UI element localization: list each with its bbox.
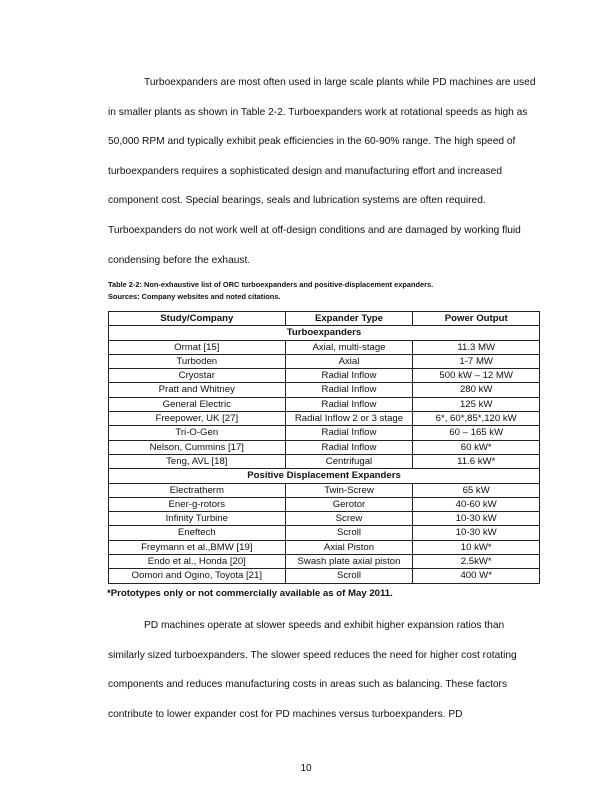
cell-power-output: 11.6 kW* [413, 454, 540, 468]
cell-study: Endo et al., Honda [20] [109, 555, 286, 569]
cell-study: Freymann et al.,BMW [19] [109, 540, 286, 554]
cell-expander-type: Radial Inflow [285, 383, 413, 397]
cell-expander-type: Scroll [285, 526, 413, 540]
header-power-output: Power Output [413, 312, 540, 326]
cell-expander-type: Twin-Screw [285, 483, 413, 497]
cell-expander-type: Axial Piston [285, 540, 413, 554]
section-row-turboexpanders [109, 326, 540, 340]
table-row [109, 540, 540, 554]
paragraph-text: PD machines operate at slower speeds and exhibit higher expansion ratios than similarly sized turboexpanders. The slower speed reduces the need for higher cost rotating components and reduces manufacturing costs in areas such as balancing. These factors contribute to lower expander cost for PD machines versus turboexpanders. PD [108, 620, 517, 720]
header-expander-type: Expander Type [285, 312, 413, 326]
cell-expander-type: Radial Inflow [285, 426, 413, 440]
cell-expander-type: Screw [285, 512, 413, 526]
cell-expander-type: Radial Inflow [285, 369, 413, 383]
cell-power-output: 500 kW – 12 MW [413, 369, 540, 383]
cell-power-output: 2.5kW* [413, 555, 540, 569]
cell-power-output: 10-30 kW [413, 526, 540, 540]
paragraph-pd-machines [108, 611, 540, 729]
cell-study: Electratherm [109, 483, 286, 497]
cell-expander-type: Radial Inflow 2 or 3 stage [285, 412, 413, 426]
paragraph-text: Turboexpanders are most often used in large scale plants while PD machines are used in smaller plants as shown in Table 2-2. Turboexpanders work at rotational speeds as high as 50,000 RPM and typically exhibit peak efficiencies in the 60-90% range. The high speed of turboexpanders requires a sophisticated design and manufacturing effort and increased component cost. Special bearings, seals and lubrication systems are often required. Turboexpanders do not work well at off-design conditions and are damaged by working fluid condensing before the exhaust. [108, 77, 536, 266]
table-footnote: *Prototypes only or not commercially available as of May 2011. [107, 588, 393, 599]
page-number: 10 [300, 763, 312, 774]
cell-power-output: 11.3 MW [413, 340, 540, 354]
table-row [109, 397, 540, 411]
cell-study: General Electric [109, 397, 286, 411]
paragraph-turboexpanders [108, 68, 540, 275]
table-row [109, 569, 540, 583]
header-study-company: Study/Company [109, 312, 286, 326]
cell-power-output: 60 kW* [413, 440, 540, 454]
cell-study: Ener-g-rotors [109, 497, 286, 511]
cell-power-output: 280 kW [413, 383, 540, 397]
table-row [109, 426, 540, 440]
cell-expander-type: Axial [285, 354, 413, 368]
cell-study: Cryostar [109, 369, 286, 383]
section-turboexpanders: Turboexpanders [109, 326, 540, 340]
table-header-row [109, 312, 540, 326]
cell-study: Nelson, Cummins [17] [109, 440, 286, 454]
caption-line-2: Sources: Company websites and noted citations. [108, 292, 281, 301]
cell-expander-type: Scroll [285, 569, 413, 583]
table-row [109, 526, 540, 540]
cell-power-output: 125 kW [413, 397, 540, 411]
cell-study: Infinity Turbine [109, 512, 286, 526]
table-row [109, 340, 540, 354]
cell-expander-type: Centrifugal [285, 454, 413, 468]
cell-study: Tri-O-Gen [109, 426, 286, 440]
cell-expander-type: Radial Inflow [285, 397, 413, 411]
table-body [109, 326, 540, 583]
table-row [109, 369, 540, 383]
table-row [109, 412, 540, 426]
cell-study: Eneftech [109, 526, 286, 540]
cell-power-output: 10-30 kW [413, 512, 540, 526]
table-caption [108, 279, 548, 303]
cell-expander-type: Axial, multi-stage [285, 340, 413, 354]
cell-expander-type: Swash plate axial piston [285, 555, 413, 569]
cell-power-output: 400 W* [413, 569, 540, 583]
cell-study: Freepower, UK [27] [109, 412, 286, 426]
section-row-positive-displacement [109, 469, 540, 483]
cell-power-output: 6*, 60*,85*,120 kW [413, 412, 540, 426]
table-row [109, 383, 540, 397]
cell-study: Turboden [109, 354, 286, 368]
cell-expander-type: Gerotor [285, 497, 413, 511]
cell-power-output: 65 kW [413, 483, 540, 497]
cell-study: Pratt and Whitney [109, 383, 286, 397]
cell-power-output: 10 kW* [413, 540, 540, 554]
expander-table [108, 311, 540, 584]
cell-study: Teng, AVL [18] [109, 454, 286, 468]
cell-power-output: 40-60 kW [413, 497, 540, 511]
table-row [109, 555, 540, 569]
section-positive-displacement: Positive Displacement Expanders [109, 469, 540, 483]
table-row [109, 512, 540, 526]
caption-line-1: Table 2-2: Non-exhaustive list of ORC turboexpanders and positive-displacement expanders. [108, 280, 434, 289]
cell-study: Ormat [15] [109, 340, 286, 354]
table-row [109, 454, 540, 468]
table-row [109, 497, 540, 511]
cell-power-output: 1-7 MW [413, 354, 540, 368]
cell-study: Oomori and Ogino, Toyota [21] [109, 569, 286, 583]
cell-expander-type: Radial Inflow [285, 440, 413, 454]
table-row [109, 483, 540, 497]
cell-power-output: 60 – 165 kW [413, 426, 540, 440]
table-row [109, 354, 540, 368]
table-row [109, 440, 540, 454]
